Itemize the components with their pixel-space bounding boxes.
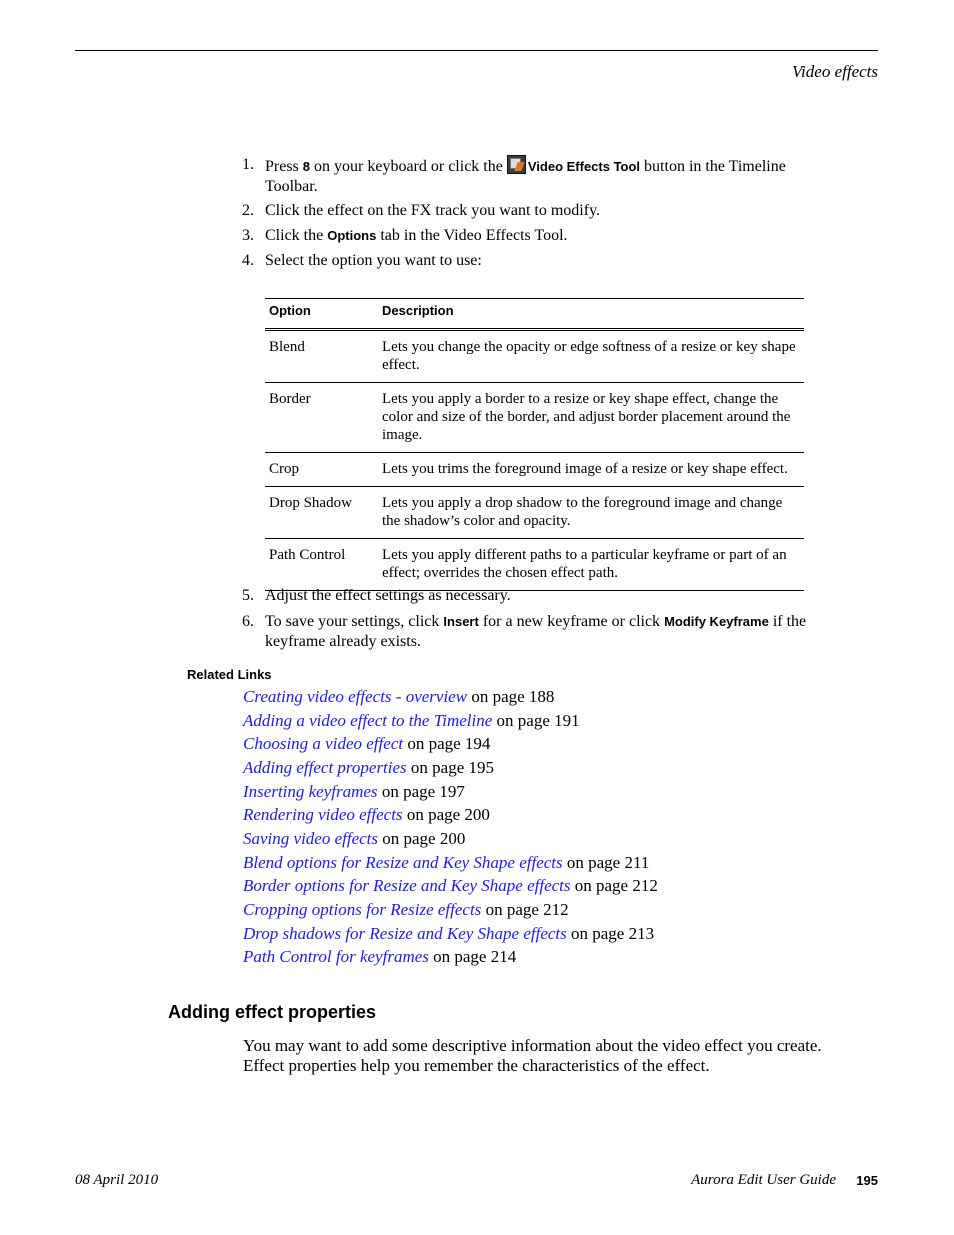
table-row <box>265 383 804 453</box>
text-run: tab in the Video Effects Tool. <box>376 227 568 244</box>
related-link-item <box>243 924 654 944</box>
key-8-label: 8 <box>302 159 311 174</box>
page-reference: on page 212 <box>481 900 569 919</box>
related-link-item <box>243 829 465 849</box>
related-link[interactable]: Cropping options for Resize effects <box>243 900 482 919</box>
option-cell: Drop Shadow <box>269 495 352 511</box>
related-link-item <box>243 758 494 778</box>
step-number: 6. <box>242 613 254 630</box>
page-reference: on page 200 <box>378 829 466 848</box>
column-header-description: Description <box>378 299 804 330</box>
related-link[interactable]: Adding a video effect to the Timeline <box>243 711 493 730</box>
related-link-item <box>243 805 490 825</box>
description-cell: Lets you apply a border to a resize or key shape effect, change the color and size of the border, and adjust border placement around the image. <box>382 391 791 443</box>
table-row <box>265 330 804 383</box>
step-number: 2. <box>242 202 254 219</box>
section-heading: Adding effect properties <box>168 1002 377 1022</box>
related-link[interactable]: Blend options for Resize and Key Shape effects <box>243 853 563 872</box>
step-number: 1. <box>242 156 254 173</box>
table-row <box>265 453 804 487</box>
description-cell: Lets you apply different paths to a particular keyframe or part of an effect; overrides the chosen effect path. <box>382 547 787 581</box>
running-header-title: Video effects <box>791 62 878 81</box>
related-link[interactable]: Creating video effects - overview <box>243 687 468 706</box>
step-text <box>265 226 830 246</box>
footer-guide-title: Aurora Edit User Guide <box>691 1172 836 1188</box>
option-cell: Path Control <box>269 547 346 563</box>
text-run: Click the <box>265 227 328 244</box>
step-text: Click the effect on the FX track you want to modify. <box>265 202 601 219</box>
step-number: 3. <box>242 227 254 244</box>
video-effects-tool-icon <box>507 155 526 174</box>
description-cell: Lets you change the opacity or edge softness of a resize or key shape effect. <box>382 339 796 373</box>
related-link[interactable]: Path Control for keyframes <box>243 947 429 966</box>
page-reference: on page 211 <box>562 853 650 872</box>
related-link[interactable]: Choosing a video effect <box>243 734 404 753</box>
step-text: Adjust the effect settings as necessary. <box>265 587 511 604</box>
related-link-item <box>243 711 580 731</box>
header-rule <box>75 50 878 51</box>
page-reference: on page 212 <box>570 876 658 895</box>
page-reference: on page 194 <box>403 734 491 753</box>
text-run: for a new keyframe or click <box>478 613 665 630</box>
table-row <box>265 539 804 591</box>
related-link-item <box>243 734 490 754</box>
description-cell: Lets you apply a drop shadow to the foreground image and change the shadow’s color and opacity. <box>382 495 783 529</box>
step-number: 5. <box>242 587 254 604</box>
related-link[interactable]: Saving video effects <box>243 829 379 848</box>
related-link-item <box>243 876 658 896</box>
column-header-option: Option <box>265 299 378 330</box>
text-run: button in the Timeline Toolbar. <box>265 158 786 195</box>
page-reference: on page 195 <box>406 758 495 777</box>
video-effects-tool-label: Video Effects Tool <box>527 159 641 174</box>
page-reference: on page 213 <box>566 924 655 943</box>
modify-keyframe-button-label: Modify Keyframe <box>664 614 769 629</box>
text-run: if the keyframe already exists. <box>265 613 807 650</box>
options-tab-label: Options <box>327 228 377 243</box>
footer-date: 08 April 2010 <box>75 1172 159 1188</box>
step-text: Select the option you want to use: <box>265 252 482 269</box>
text-run: To save your settings, click <box>265 613 444 630</box>
page-reference: on page 191 <box>492 711 580 730</box>
section-body-text: You may want to add some descriptive information about the video effect you create. Effect properties help you remember the characteristics of the effect. <box>243 1036 822 1075</box>
step-number: 4. <box>242 252 254 269</box>
option-cell: Blend <box>269 339 305 355</box>
footer-page-number: 195 <box>856 1173 878 1188</box>
related-links-heading: Related Links <box>187 667 272 682</box>
related-link[interactable]: Drop shadows for Resize and Key Shape effects <box>243 924 567 943</box>
page-reference: on page 214 <box>428 947 517 966</box>
description-cell: Lets you trims the foreground image of a resize or key shape effect. <box>382 461 788 477</box>
step-text <box>265 612 830 652</box>
page-reference: on page 200 <box>402 805 490 824</box>
related-link[interactable]: Adding effect properties <box>243 758 407 777</box>
related-link-item <box>243 900 569 920</box>
insert-button-label: Insert <box>443 614 479 629</box>
table-header-row <box>265 299 804 330</box>
option-cell: Border <box>269 391 311 407</box>
text-run: on your keyboard or click the <box>310 158 507 175</box>
related-link-item <box>243 782 465 802</box>
option-cell: Crop <box>269 461 299 477</box>
options-table <box>265 298 804 591</box>
related-link[interactable]: Rendering video effects <box>243 805 403 824</box>
related-link-item <box>243 853 649 873</box>
step-text <box>265 155 830 197</box>
page-reference: on page 197 <box>377 782 465 801</box>
related-link[interactable]: Border options for Resize and Key Shape effects <box>243 876 571 895</box>
related-link-item <box>243 947 516 967</box>
text-run: Press <box>265 158 303 175</box>
related-link-item <box>243 687 554 707</box>
table-row <box>265 487 804 539</box>
page-reference: on page 188 <box>467 687 555 706</box>
related-link[interactable]: Inserting keyframes <box>243 782 378 801</box>
